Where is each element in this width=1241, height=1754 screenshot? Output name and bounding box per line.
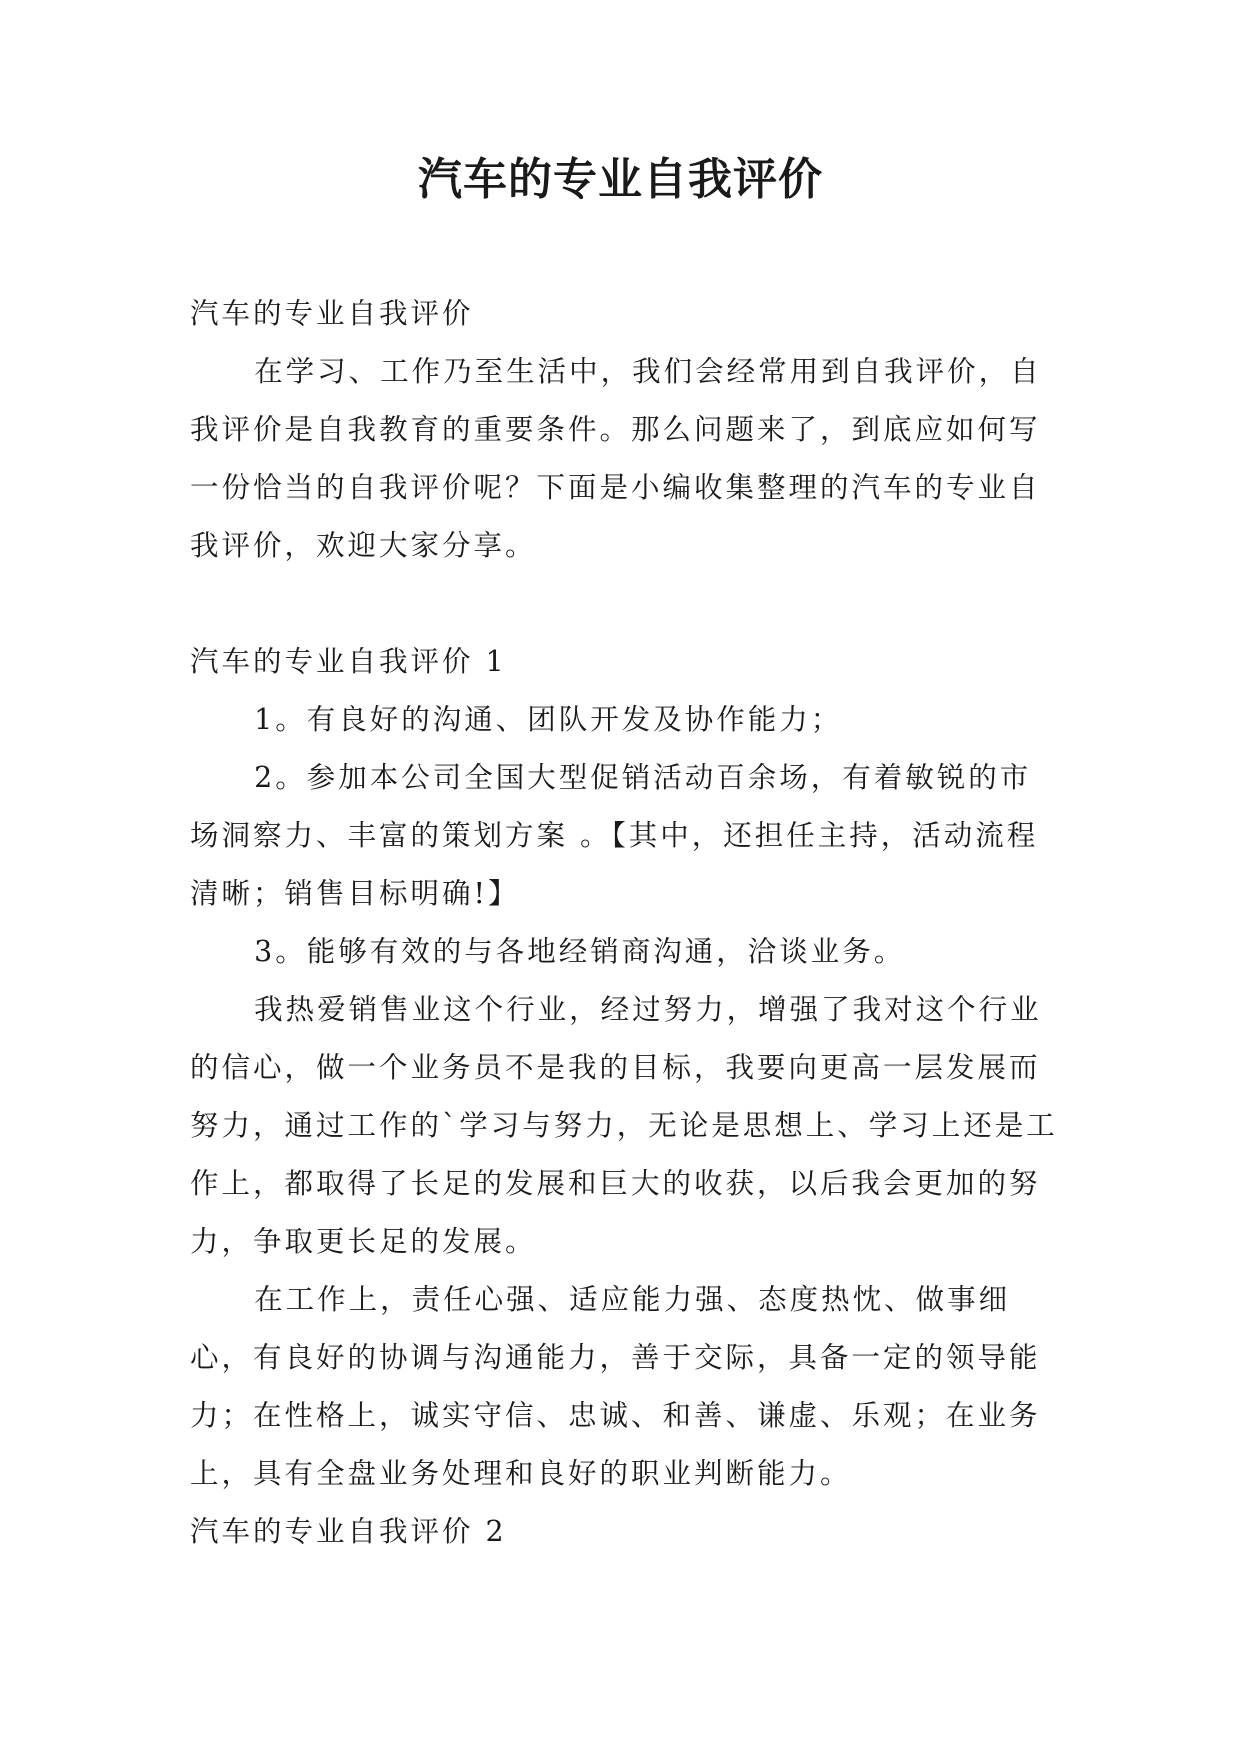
intro-paragraph: 在学习、工作乃至生活中，我们会经常用到自我评价，自我评价是自我教育的重要条件。那么问题来了，到底应如何写一份恰当的自我评价呢？下面是小编收集整理的汽车的专业自我评价，欢迎大家分享。 [190,355,1042,562]
paragraph-spacer [190,575,1060,633]
section-1-paragraph-1: 我热爱销售业这个行业，经过努力，增强了我对这个行业的信心，做一个业务员不是我的目标，我要向更高一层发展而努力，通过工作的`学习与努力，无论是思想上、学习上还是工作上，都取得了长足的发展和巨大的收获，以后我会更加的努力，争取更长足的发展。 [190,993,1058,1258]
section-1-item-2: 2。参加本公司全国大型促销活动百余场，有着敏锐的市场洞察力、丰富的策划方案 。【其中，还担任主持，活动流程清晰；销售目标明确!】 [190,761,1039,910]
section-1-heading: 汽车的专业自我评价 1 [190,645,507,678]
section-1-item-3: 3。能够有效的与各地经销商沟通，洽谈业务。 [254,935,906,968]
section-2-heading: 汽车的专业自我评价 2 [190,1515,507,1548]
document-subtitle: 汽车的专业自我评价 [190,297,474,330]
document-title: 汽车的专业自我评价 [418,154,823,205]
document-body [190,285,1060,1561]
section-1-paragraph-2: 在工作上，责任心强、适应能力强、态度热忱、做事细心，有良好的协调与沟通能力，善于交际，具备一定的领导能力；在性格上，诚实守信、忠诚、和善、谦虚、乐观；在业务上，具有全盘业务处理和良好的职业判断能力。 [190,1283,1041,1490]
section-1-item-1: 1。有良好的沟通、团队开发及协作能力； [254,703,843,736]
